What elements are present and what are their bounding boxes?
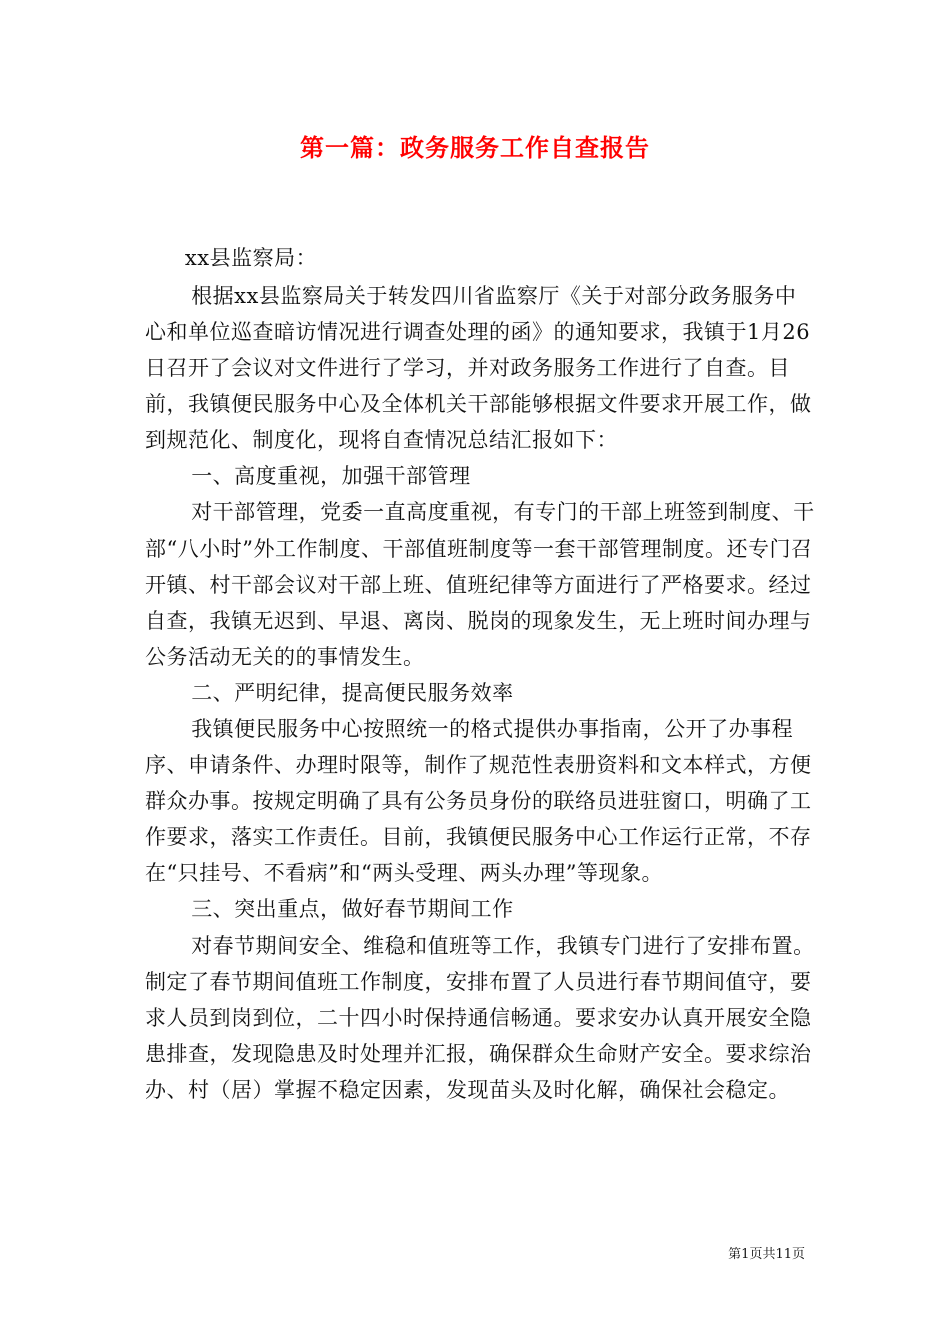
- section-heading-2: 二、严明纪律，提高便民服务效率: [191, 680, 514, 705]
- section-heading-1: 一、高度重视，加强干部管理: [191, 464, 471, 489]
- paragraph-section-2: 我镇便民服务中心按照统一的格式提供办事指南，公开了办事程序、申请条件、办理时限等，制作了规范性表册资料和文本样式，方便群众办事。按规定明确了具有公务员身份的联络员进驻窗口，明确了工作要求，落实工作责任。目前，我镇便民服务中心工作运行正常，不存在“只挂号、不看病”和“两头受理、两头办理”等现象。: [145, 717, 812, 886]
- paragraph-section-3: 对春节期间安全、维稳和值班等工作，我镇专门进行了安排布置。制定了春节期间值班工作制度，安排布置了人员进行春节期间值守，要求人员到岗到位，二十四小时保持通信畅通。要求安办认真开展安全隐患排查，发现隐患及时处理并汇报，确保群众生命财产安全。要求综治办、村（居）掌握不稳定因素，发现苗头及时化解，确保社会稳定。: [145, 933, 815, 1102]
- paragraph-section-1: 对干部管理，党委一直高度重视，有专门的干部上班签到制度、干部“八小时”外工作制度、干部值班制度等一套干部管理制度。还专门召开镇、村干部会议对干部上班、值班纪律等方面进行了严格要求。经过自查，我镇无迟到、早退、离岗、脱岗的现象发生，无上班时间办理与公务活动无关的的事情发生。: [145, 500, 815, 669]
- document-body: [145, 240, 815, 1108]
- document-title: 第一篇：政务服务工作自查报告: [300, 133, 650, 162]
- page-number: 第1页共11页: [728, 1247, 805, 1262]
- section-heading-3: 三、突出重点，做好春节期间工作: [191, 897, 514, 922]
- salutation: xx县监察局：: [184, 246, 318, 270]
- paragraph-intro: 根据xx县监察局关于转发四川省监察厅《关于对部分政务服务中心和单位巡查暗访情况进行调查处理的函》的通知要求，我镇于1月26日召开了会议对文件进行了学习，并对政务服务工作进行了自查。目前，我镇便民服务中心及全体机关干部能够根据文件要求开展工作，做到规范化、制度化，现将自查情况总结汇报如下：: [145, 283, 812, 453]
